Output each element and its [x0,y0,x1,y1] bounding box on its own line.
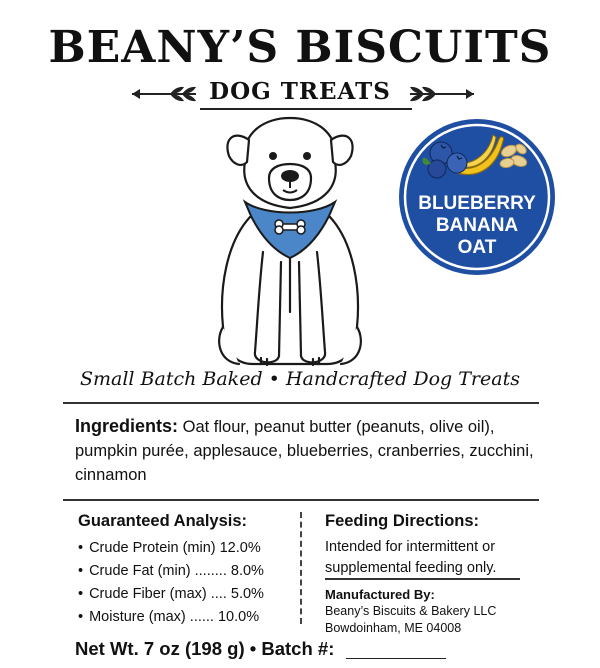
badge-line-1: BLUEBERRY [418,193,536,214]
divider-line [63,499,539,501]
ingredients-section [75,414,545,487]
manufacturer-divider [325,578,520,580]
flavor-badge [397,117,557,277]
batch-number-blank [346,658,446,660]
badge-line-3: OAT [457,237,497,258]
manufacturer-address: Bowdoinham, ME 04008 [325,621,462,635]
analysis-item: • Moisture (max) ...... 10.0% [78,606,293,629]
manufacturer-title: Manufactured By: [325,587,435,602]
footer-line [75,638,575,660]
tagline [0,368,600,390]
manufacturer-name: Beany’s Biscuits & Bakery LLC [325,604,497,618]
dog-illustration [205,112,375,370]
tagline-separator: • [268,368,280,390]
guaranteed-analysis [78,512,293,629]
subtitle-underline [200,108,412,110]
subtitle: DOG TREATS [209,78,391,105]
tagline-left: Small Batch Baked [80,368,263,390]
laurel-right-icon [408,85,476,103]
ingredients-text: Oat flour, peanut butter (peanuts, olive oil), pumpkin purée, applesauce, blueberries, cranberries, zucchini, cinnamon [75,418,534,484]
divider-line [63,402,539,404]
analysis-title: Guaranteed Analysis: [78,512,248,530]
analysis-item: • Crude Fat (min) ........ 8.0% [78,560,293,583]
footer-separator: • [249,638,257,659]
analysis-item: • Crude Protein (min) 12.0% [78,537,293,560]
feeding-title: Feeding Directions: [325,512,480,530]
feeding-text: Intended for intermittent or supplemental feeding only. [325,539,497,576]
badge-line-2: BANANA [435,215,519,236]
batch-label: Batch #: [261,638,335,659]
ingredients-label: Ingredients: [75,416,179,436]
net-weight: Net Wt. 7 oz (198 g) [75,638,245,659]
column-divider [300,512,302,624]
manufacturer-section [325,586,555,637]
tagline-right: Handcrafted Dog Treats [285,368,520,390]
feeding-directions [325,512,555,579]
brand-title: BEANY’S BISCUITS [48,22,552,73]
analysis-item: • Crude Fiber (max) .... 5.0% [78,583,293,606]
